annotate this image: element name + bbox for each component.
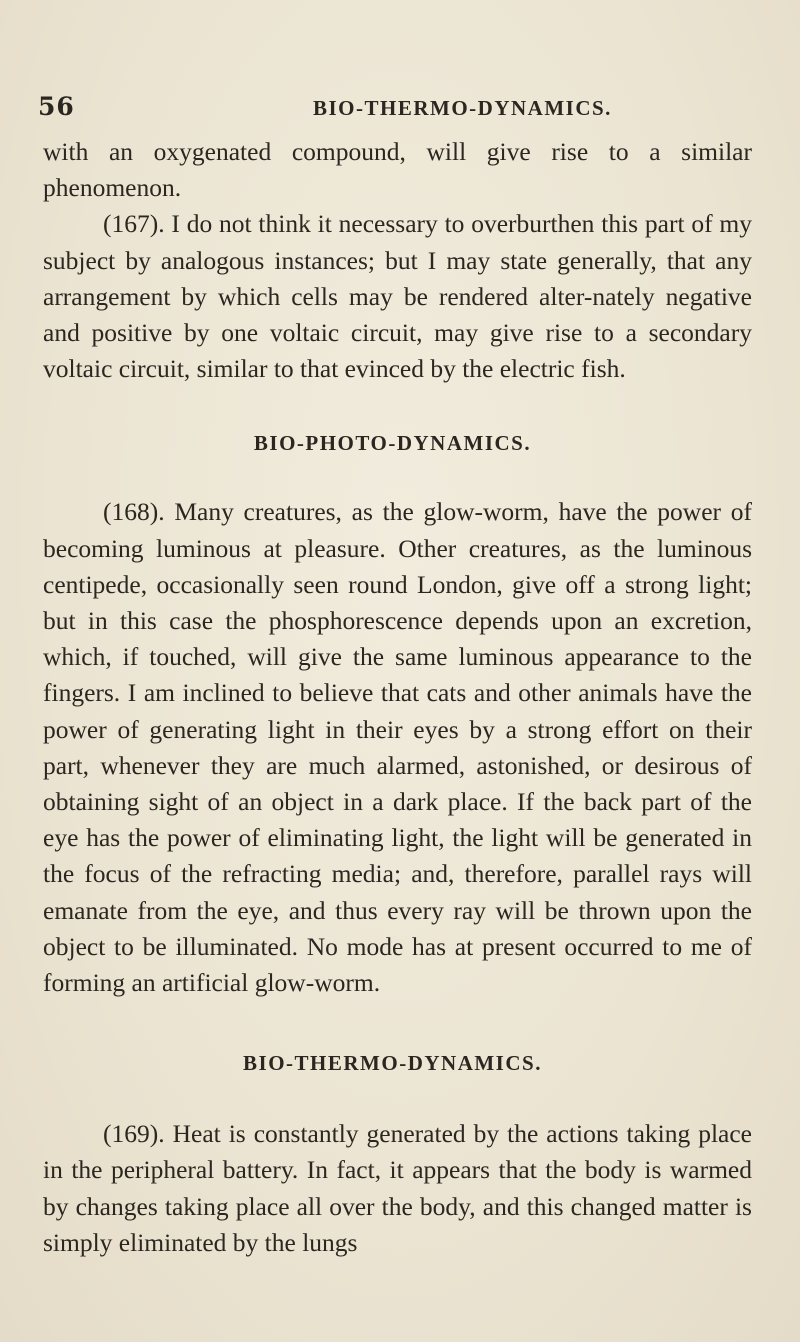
paragraph-167: (167). I do not think it necessary to overburthen this part of my subject by analogous instances; but I may state generally, that any arrangement by which cells may be rendered alter-nately negative and positive by one voltaic circuit, may give rise to a secondary voltaic circuit, similar to that evinced by the electric fish. [43, 209, 752, 384]
paragraph-169: (169). Heat is constantly generated by the actions taking place in the peripheral battery. In fact, it appears that the body is warmed by changes taking place all over the body, and this changed matter is simply eliminated by the lungs [43, 1119, 752, 1257]
running-head [38, 90, 752, 130]
page-number: 56 [38, 92, 75, 121]
section-heading-bio-thermo-dynamics: BIO-THERMO-DYNAMICS. [243, 1051, 542, 1076]
paragraph-168: (168). Many creatures, as the glow-worm, have the power of becoming luminous at pleasure. Other creatures, as the luminous centipede, occasionally seen round London, give off a strong light; but in this case the phosphorescence depends upon an excretion, which, if touched, will give the same luminous appearance to the fingers. I am inclined to believe that cats and other animals have the power of generating light in their eyes by a strong effort on their part, whenever they are much alarmed, astonished, or desirous of obtaining sight of an object in a dark place. If the back part of the eye has the power of eliminating light, the light will be generated in the focus of the refracting media; and, therefore, parallel rays will emanate from the eye, and thus every ray will be thrown upon the object to be illuminated. No mode has at present occurred to me of forming an artificial glow-worm. [43, 497, 752, 998]
running-title: BIO-THERMO-DYNAMICS. [313, 96, 612, 120]
paragraph-continued: with an oxygenated compound, will give rise to a similar phenomenon. [43, 137, 752, 203]
section-heading-bio-photo-dynamics: BIO-PHOTO-DYNAMICS. [253, 431, 532, 456]
